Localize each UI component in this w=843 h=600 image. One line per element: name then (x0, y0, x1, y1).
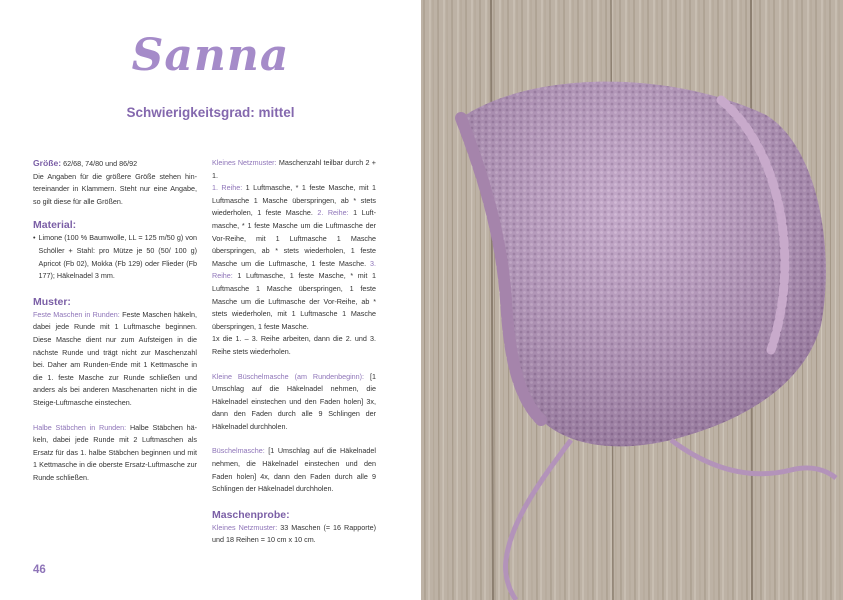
material-heading: Material: (33, 219, 77, 232)
maschenprobe-label: Kleines Netzmuster: (212, 522, 278, 532)
pattern-title: Sanna (131, 30, 290, 81)
feste-maschen-label: Feste Maschen in Runden: (33, 309, 120, 319)
halbe-staebchen-paragraph (33, 422, 197, 485)
left-page (0, 0, 421, 600)
page-number: 46 (33, 564, 46, 576)
maschenprobe-paragraph (212, 522, 376, 547)
netzmuster-rows (212, 182, 376, 333)
row2-label: 2. Reihe: (317, 208, 349, 218)
size-value: 62/68, 74/80 und 86/92 (61, 159, 138, 168)
netzmuster-repeat: 1x die 1. – 3. Reihe arbeiten, dann die 2. und 3. Reihe stets wiederholen. (212, 334, 376, 356)
difficulty-label: Schwierigkeitsgrad: mittel (126, 105, 295, 120)
left-column (33, 157, 197, 484)
row1-label: 1. Reihe: (212, 183, 243, 193)
kleine-bueschelmasche-label: Kleine Büschelmasche (am Rundenbeginn): (212, 371, 365, 381)
row3-label: 3. Reihe: (212, 258, 376, 281)
netzmuster-paragraph (212, 157, 376, 182)
row3-text: 1 Luftmasche, 1 feste Masche, * mit 1 Luftmasche 1 Masche überspringen, 1 feste Masche um die Luftmasche der Vor-Reihe, ab * stets wiederholen, mit 1 Luftmasche 1 Masche überspringen, 1 feste Masche. (212, 271, 376, 331)
bueschelmasche-text: [1 Umschlag auf die Häkelnadel nehmen, die Häkelnadel einstechen und den Faden holen] 4x, dann den Faden durch alle 9 Schlingen der Häkelnadel durchholen. (212, 446, 376, 494)
bueschelmasche-paragraph (212, 445, 376, 495)
netzmuster-label: Kleines Netzmuster: (212, 158, 277, 167)
bueschelmasche-label: Büschelmasche: (212, 446, 265, 456)
halbe-staebchen-text: Halbe Stäbchen häkeln, dabei jede Runde mit 2 Luftmaschen als Ersatz für das 1. halbe Stäbchen beginnen und mit 1 Kettmasche in die oberste Ersatz-Luftmasche zur Runde schließen. (33, 422, 197, 482)
muster-heading: Muster: (33, 295, 71, 308)
right-column (212, 157, 376, 547)
netzmuster-intro: Maschenzahl teilbar durch 2 + 1. (212, 158, 376, 180)
maschenprobe-heading: Maschenprobe: (212, 508, 290, 521)
feste-maschen-text: Feste Maschen häkeln, dabei jede Runde mit 1 Luftmasche beginnen. Diese Masche dient nur zum Aufsteigen in die nächste Runde und trägt nicht zur Maschenzahl bei. Daher am Runden-Ende mit 1 Kettmasche in die 1. feste Masche zur Runde schließen und anders als bei anderen Maschenarten nicht in die Steige-Luftmasche einstechen. (33, 309, 197, 407)
maschenprobe-text: 33 Maschen (= 16 Rapporte) und 18 Reihen = 10 cm x 10 cm. (212, 522, 376, 545)
halbe-staebchen-label: Halbe Stäbchen in Runden: (33, 422, 127, 432)
size-line (33, 157, 197, 171)
row1-text: 1 Luftmasche, * 1 feste Masche, mit 1 Luftmasche 1 Masche überspringen, ab * stets wiederholen, 1 feste Masche. (212, 183, 376, 218)
material-item (33, 232, 197, 282)
size-label: Größe: (33, 158, 62, 168)
feste-maschen-paragraph (33, 309, 197, 410)
kleine-bueschelmasche-paragraph (212, 371, 376, 434)
photo-illustration (421, 0, 843, 600)
bonnet-photo (421, 0, 843, 600)
material-text: Limone (100 % Baumwolle, LL = 125 m/50 g) von Schöller + Stahl: pro Mütze je 50 (50/ 100 g) Apricot (Fb 02), Mokka (Fb 129) oder Flieder (Fb 177); Häkelnadel 3 mm. (38, 233, 197, 281)
size-note: Die Angaben für die größere Größe stehen hintereinander in Klammern. Steht nur eine Angabe, so gilt diese für alle Größen. (33, 171, 197, 206)
bullet-icon: • (33, 233, 36, 243)
kleine-bueschelmasche-text: [1 Umschlag auf die Häkelnadel nehmen, die Häkelnadel einstechen und den Faden holen] 3x, dann den Faden durch alle 9 Schlingen der Häkelnadel durchholen. (212, 371, 376, 431)
row2-text: 1 Luftmasche, * 1 feste Masche um die Luftmasche der Vor-Reihe, mit 1 Luftmasche 1 Masche überspringen, ab * stets wiederholen, 1 feste Masche um die Luftmasche, 1 feste Masche. (212, 208, 376, 268)
